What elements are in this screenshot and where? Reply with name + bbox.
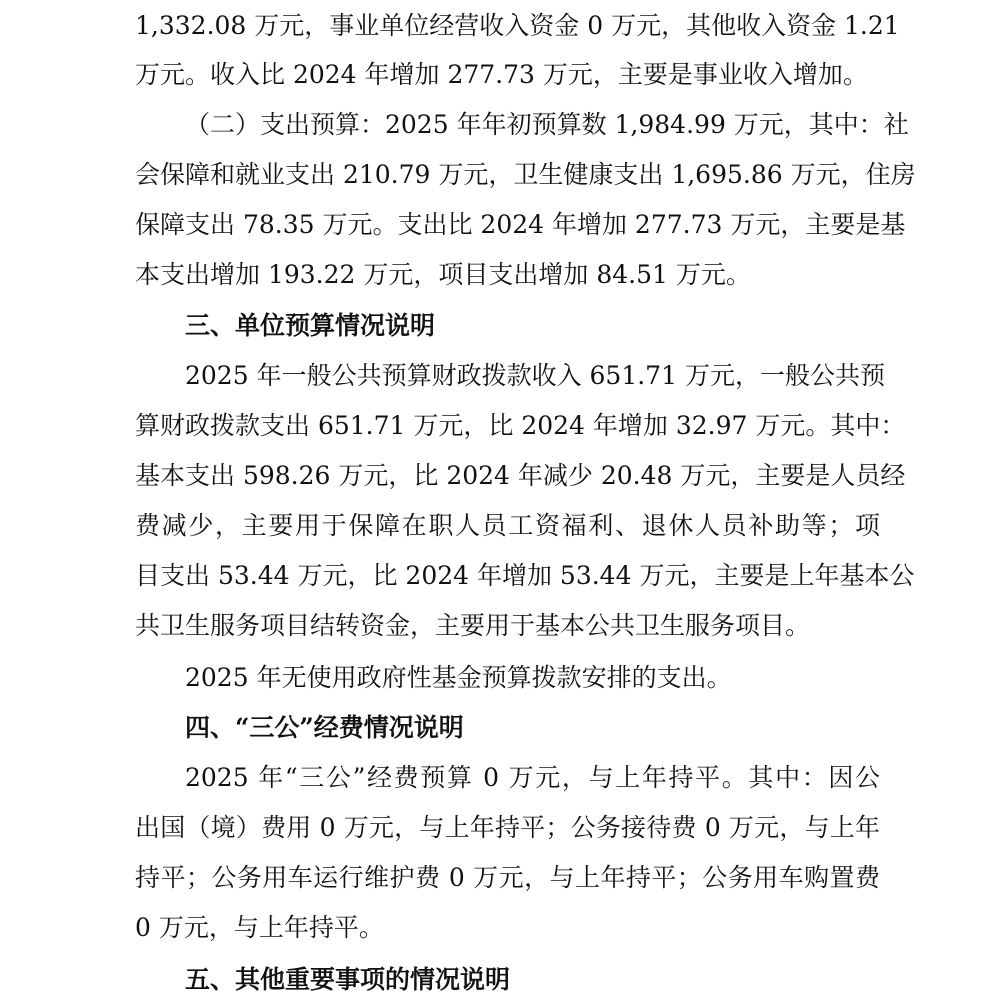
text-line: 出国（境）费用 0 万元，与上年持平；公务接待费 0 万元，与上年	[135, 813, 880, 842]
text-line: 0 万元，与上年持平。	[135, 913, 384, 942]
text-line: 目支出 53.44 万元，比 2024 年增加 53.44 万元，主要是上年基本公	[135, 561, 915, 590]
text-line: 2025 年一般公共预算财政拨款收入 651.71 万元，一般公共预	[185, 361, 885, 390]
section-heading: 四、“三公”经费情况说明	[185, 713, 464, 742]
section-heading: 三、单位预算情况说明	[185, 311, 436, 340]
section-heading: 五、其他重要事项的情况说明	[185, 965, 511, 994]
text-line: 2025 年“三公”经费预算 0 万元，与上年持平。其中：因公	[185, 763, 880, 792]
text-line: 基本支出 598.26 万元，比 2024 年减少 20.48 万元，主要是人员经	[135, 461, 906, 490]
text-line: 保障支出 78.35 万元。支出比 2024 年增加 277.73 万元，主要是基	[135, 210, 906, 239]
text-line: 持平；公务用车运行维护费 0 万元，与上年持平；公务用车购置费	[135, 863, 880, 892]
text-line: 费减少，主要用于保障在职人员工资福利、退休人员补助等；项	[135, 511, 880, 540]
text-line: 算财政拨款支出 651.71 万元，比 2024 年增加 32.97 万元。其中：	[135, 411, 906, 440]
text-line: （二）支出预算：2025 年年初预算数 1,984.99 万元，其中：社	[185, 110, 909, 139]
text-line: 2025 年无使用政府性基金预算拨款安排的支出。	[185, 663, 732, 692]
text-line: 万元。收入比 2024 年增加 277.73 万元，主要是事业收入增加。	[135, 60, 868, 89]
text-line: 1,332.08 万元，事业单位经营收入资金 0 万元，其他收入资金 1.21	[135, 11, 900, 40]
text-line: 会保障和就业支出 210.79 万元，卫生健康支出 1,695.86 万元，住房	[135, 160, 916, 189]
text-line: 本支出增加 193.22 万元，项目支出增加 84.51 万元。	[135, 260, 751, 289]
text-line: 共卫生服务项目结转资金，主要用于基本公共卫生服务项目。	[135, 611, 811, 640]
